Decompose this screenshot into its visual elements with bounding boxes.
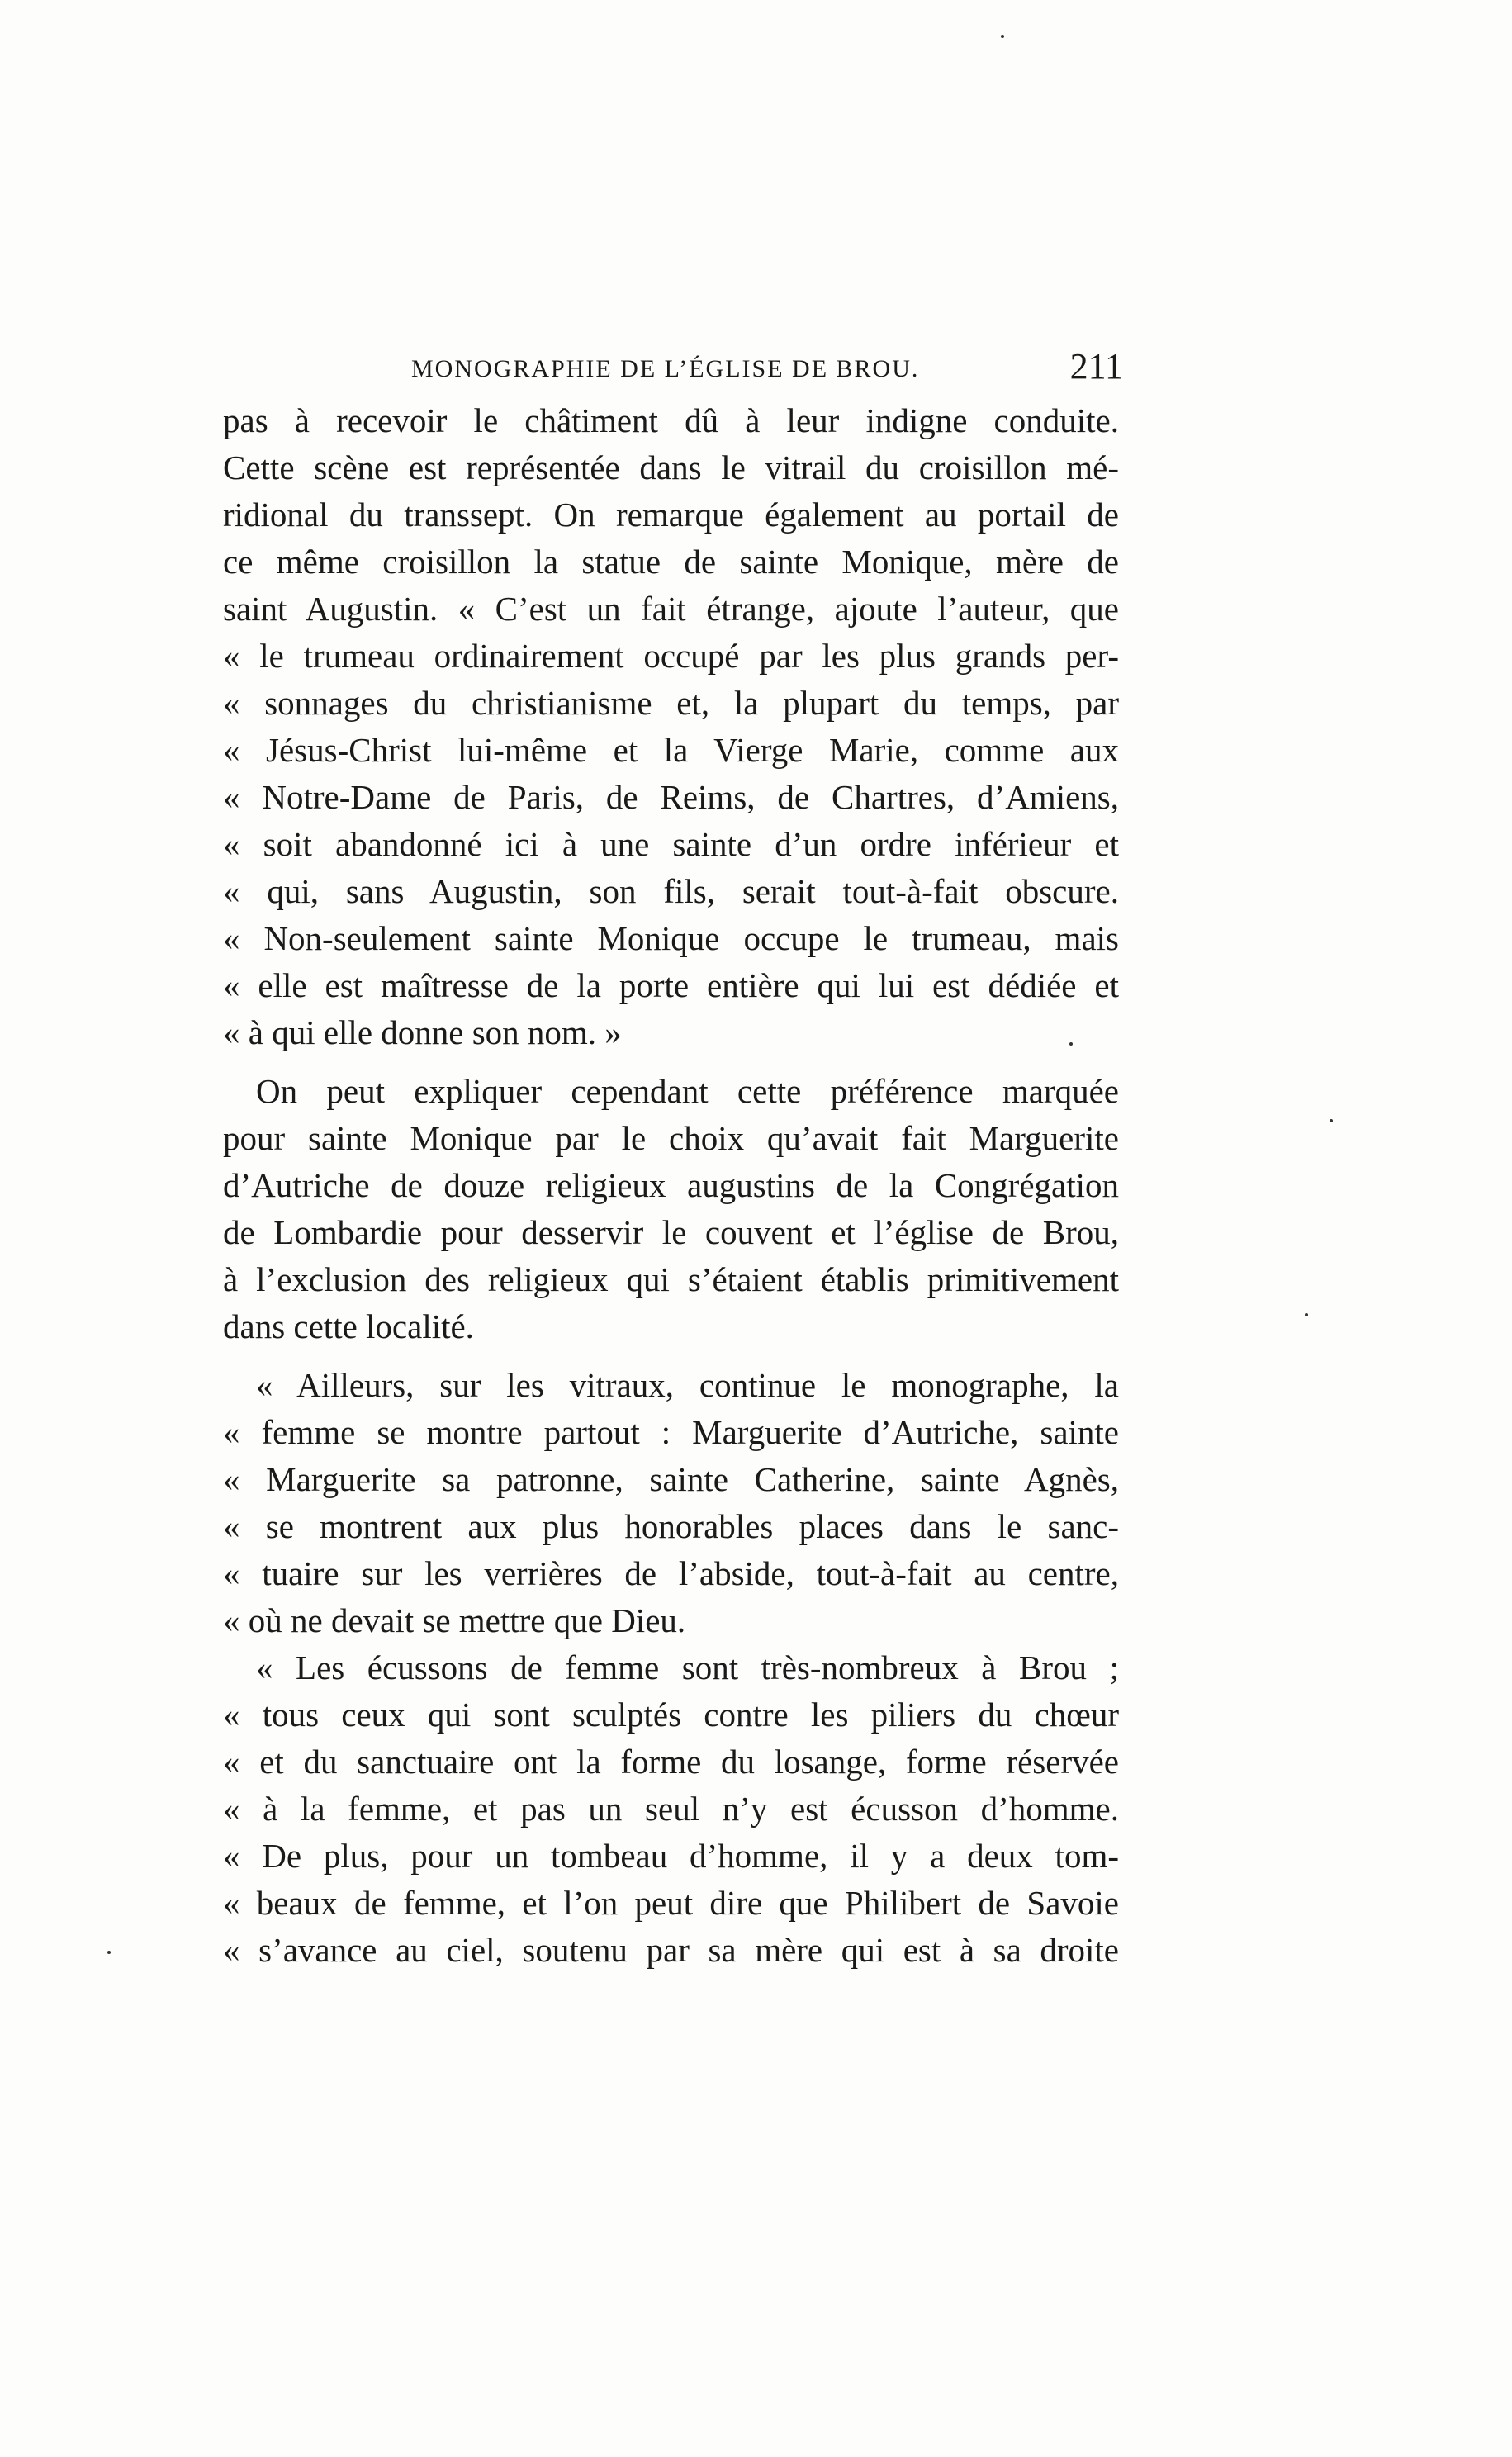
text-line: « sonnages du christianisme et, la plupart du temps, par [223,684,1119,722]
text-line: « s’avance au ciel, soutenu par sa mère qui est à sa droite [223,1931,1119,1969]
scan-speck [1305,1313,1308,1316]
running-head [223,345,1123,395]
text-line: Cette scène est représentée dans le vitrail du croisillon mé- [223,448,1119,486]
text-line: « tous ceux qui sont sculptés contre les piliers du chœur [223,1696,1119,1734]
page-number: 211 [1069,346,1123,387]
text-line: « Non-seulement sainte Monique occupe le trumeau, mais [223,919,1119,957]
text-line: « Ailleurs, sur les vitraux, continue le monographe, la [256,1366,1119,1404]
text-line: « Marguerite sa patronne, sainte Catherine, sainte Agnès, [223,1460,1119,1498]
text-line: « Notre-Dame de Paris, de Reims, de Chartres, d’Amiens, [223,778,1119,816]
text-line: « le trumeau ordinairement occupé par les plus grands per- [223,637,1119,675]
text-line: de Lombardie pour desservir le couvent et l’église de Brou, [223,1213,1119,1251]
text-line: d’Autriche de douze religieux augustins de la Congrégation [223,1166,1119,1204]
text-line: à l’exclusion des religieux qui s’étaient établis primitivement [223,1260,1119,1298]
text-line: ridional du transsept. On remarque également au portail de [223,496,1119,534]
text-line: « à qui elle donne son nom. » [223,1013,622,1051]
text-line: « elle est maîtresse de la porte entière qui lui est dédiée et [223,966,1119,1004]
text-line: pas à recevoir le châtiment dû à leur indigne conduite. [223,401,1119,439]
text-line: saint Augustin. « C’est un fait étrange, ajoute l’auteur, que [223,590,1119,628]
text-line: « à la femme, et pas un seul n’y est écusson d’homme. [223,1790,1119,1828]
text-line: « Les écussons de femme sont très-nombreux à Brou ; [256,1648,1119,1686]
text-line: ce même croisillon la statue de sainte Monique, mère de [223,543,1119,581]
text-line: « se montrent aux plus honorables places dans le sanc- [223,1507,1119,1545]
text-line: « soit abandonné ici à une sainte d’un ordre inférieur et [223,825,1119,863]
text-line: « et du sanctuaire ont la forme du losange, forme réservée [223,1743,1119,1781]
text-line: « Jésus-Christ lui-même et la Vierge Marie, comme aux [223,731,1119,769]
scan-speck [1001,35,1004,38]
text-line: « où ne devait se mettre que Dieu. [223,1601,686,1639]
text-line: « beaux de femme, et l’on peut dire que Philibert de Savoie [223,1884,1119,1922]
text-line: « De plus, pour un tombeau d’homme, il y a deux tom- [223,1837,1119,1875]
running-title: MONOGRAPHIE DE L’ÉGLISE DE BROU. [411,355,920,382]
text-line: « tuaire sur les verrières de l’abside, tout-à-fait au centre, [223,1554,1119,1592]
text-line: pour sainte Monique par le choix qu’avait fait Marguerite [223,1119,1119,1157]
text-line: « qui, sans Augustin, son fils, serait tout-à-fait obscure. [223,872,1119,910]
scan-speck [1330,1119,1333,1122]
scan-speck [1069,1042,1073,1046]
text-line: « femme se montre partout : Marguerite d’Autriche, sainte [223,1413,1119,1451]
text-line: On peut expliquer cependant cette préférence marquée [256,1072,1119,1110]
text-line: dans cette localité. [223,1307,474,1345]
scan-speck [107,1951,111,1954]
